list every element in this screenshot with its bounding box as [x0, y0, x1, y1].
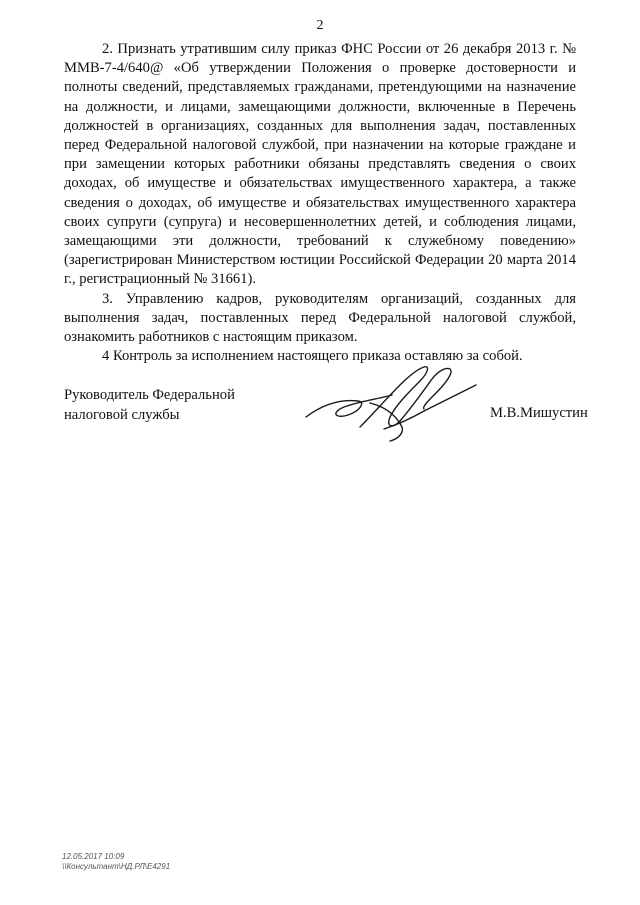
page-number: 2 [316, 18, 324, 33]
signatory-name: М.В.Мишустин [490, 405, 588, 421]
handwritten-signature [300, 355, 485, 445]
paragraph-3: 3. Управлению кадров, руководителям организаций, созданных для выполнения задач, поставленных перед Федеральной налоговой службой, ознакомить работников с настоящим приказом. [64, 290, 576, 346]
file-stamp-path: \\Консультант\НД.РЛ\Е4291 [62, 862, 171, 871]
document-body [64, 40, 576, 366]
paragraph-2: 2. Признать утратившим силу приказ ФНС России от 26 декабря 2013 г. № ММВ-7-4/640@ «Об утверждении Положения о проверке достоверности и полноты сведений, представляемых гражданами, претендующими на назначение на должности, и лицами, замещающими должности, включенные в Перечень должностей в организациях, созданных для выполнения задач, поставленных перед Федеральной налоговой службой, при назначении на которые граждане и при замещении которых работники обязаны представлять сведения о своих доходах, об имуществе и обязательствах имущественного характера, а также сведения о доходах, об имуществе и обязательствах имущественного характера своих супруги (супруга) и несовершеннолетних детей, и соблюдения лицами, замещающими эти должности, требований к служебному поведению» (зарегистрирован Министерством юстиции Российской Федерации 20 марта 2014 г., регистрационный № 31661). [64, 41, 576, 288]
paragraph-4: 4 Контроль за исполнением настоящего приказа оставляю за собой. [102, 348, 523, 365]
signatory-title [64, 385, 235, 425]
file-stamp-date: 12.05.2017 10:09 [62, 852, 125, 861]
signatory-title-line-2: налоговой службы [64, 407, 180, 423]
signatory-title-line-1: Руководитель Федеральной [64, 387, 235, 403]
file-stamp [62, 852, 170, 872]
